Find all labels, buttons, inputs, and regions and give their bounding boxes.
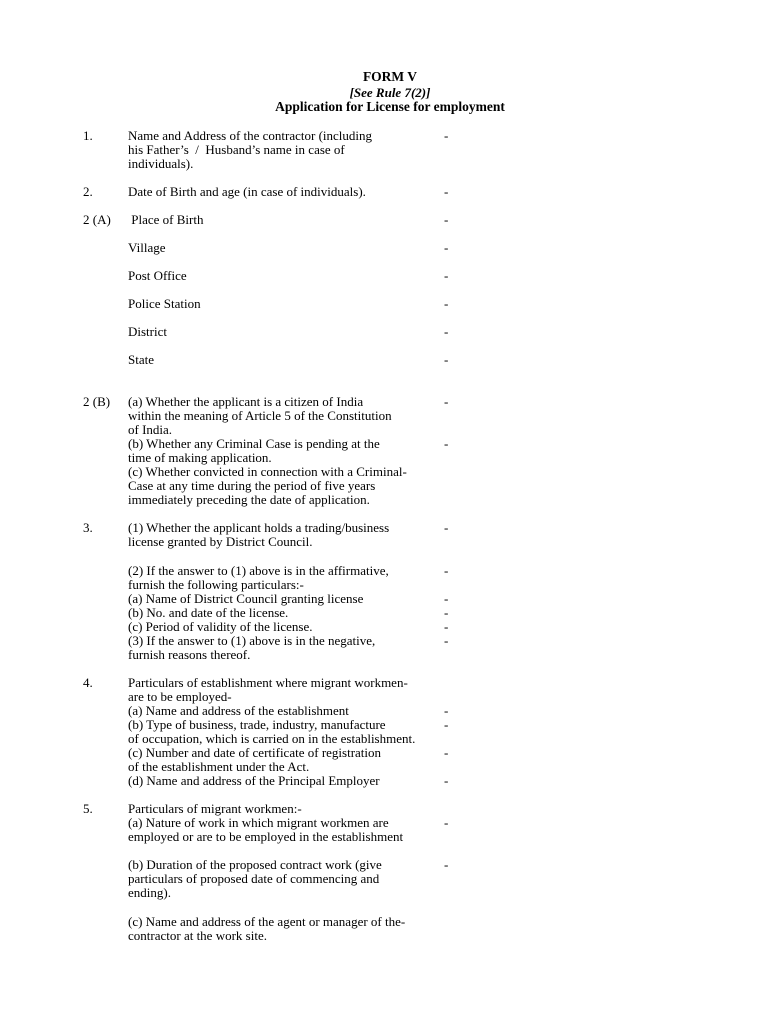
item-text: Date of Birth and age (in case of individuals). — [128, 184, 366, 199]
item-text: Particulars of migrant workmen:- — [128, 801, 302, 816]
answer-dash: - — [444, 773, 449, 788]
answer-dash: - — [444, 633, 449, 648]
item-text: Village — [128, 240, 166, 255]
answer-dash: - — [444, 717, 449, 732]
answer-dash: - — [444, 745, 449, 760]
item-text: his Father’s / Husband’s name in case of — [128, 142, 345, 157]
answer-dash: - — [444, 324, 449, 339]
answer-dash: - — [444, 394, 449, 409]
item-text: District — [128, 324, 167, 339]
item-text: ending). — [128, 885, 171, 900]
item-text: particulars of proposed date of commencing and — [128, 871, 380, 886]
answer-dash: - — [444, 563, 449, 578]
rule-reference: [See Rule 7(2)] — [349, 85, 431, 100]
answer-dash: - — [444, 619, 449, 634]
answer-dash: - — [444, 296, 449, 311]
item-number: 2. — [83, 184, 93, 199]
item-text: (b) Type of business, trade, industry, manufacture — [128, 717, 386, 732]
item-text: Particulars of establishment where migrant workmen- — [128, 675, 408, 690]
answer-dash: - — [444, 591, 449, 606]
item-text: (a) Name of District Council granting license — [128, 591, 364, 606]
answer-dash: - — [444, 703, 449, 718]
item-number: 2 (B) — [83, 394, 111, 409]
answer-dash: - — [444, 857, 449, 872]
item-text: (c) Period of validity of the license. — [128, 619, 313, 634]
item-text: (b) No. and date of the license. — [128, 605, 289, 620]
item-text: (b) Duration of the proposed contract work (give — [128, 857, 382, 872]
item-text: individuals). — [128, 156, 194, 171]
item-text: (2) If the answer to (1) above is in the affirmative, — [128, 563, 389, 578]
item-text: Place of Birth — [128, 212, 204, 227]
item-text: (b) Whether any Criminal Case is pending at the — [128, 436, 380, 451]
item-text: State — [128, 352, 154, 367]
item-number: 1. — [83, 128, 93, 143]
form-title: FORM V — [362, 69, 418, 84]
item-text: (1) Whether the applicant holds a trading/business — [128, 520, 390, 535]
item-text: are to be employed- — [128, 689, 232, 704]
item-text: (a) Whether the applicant is a citizen of India — [128, 394, 364, 409]
answer-dash: - — [444, 268, 449, 283]
answer-dash: - — [444, 128, 449, 143]
item-text: (a) Name and address of the establishment — [128, 703, 349, 718]
answer-dash: - — [444, 240, 449, 255]
form-subtitle: Application for License for employment — [275, 99, 505, 114]
answer-dash: - — [444, 352, 449, 367]
item-text: (c) Number and date of certificate of registration — [128, 745, 382, 760]
answer-dash: - — [444, 212, 449, 227]
item-text: Name and Address of the contractor (including — [128, 128, 373, 143]
item-text: Post Office — [128, 268, 187, 283]
item-text: of India. — [128, 422, 173, 437]
answer-dash: - — [444, 184, 449, 199]
item-number: 2 (A) — [83, 212, 111, 227]
item-text: contractor at the work site. — [128, 928, 267, 943]
item-text: of occupation, which is carried on in the establishment. — [128, 731, 416, 746]
answer-dash: - — [444, 605, 449, 620]
item-text: (d) Name and address of the Principal Employer — [128, 773, 380, 788]
item-text: employed or are to be employed in the establishment — [128, 829, 404, 844]
item-text: within the meaning of Article 5 of the Constitution — [128, 408, 392, 423]
item-text: time of making application. — [128, 450, 272, 465]
item-text: Case at any time during the period of five years — [128, 478, 376, 493]
item-text: (c) Whether convicted in connection with a Criminal- — [128, 464, 407, 479]
item-text: of the establishment under the Act. — [128, 759, 310, 774]
item-text: Police Station — [128, 296, 201, 311]
item-number: 4. — [83, 675, 93, 690]
item-number: 5. — [83, 801, 93, 816]
item-text: furnish reasons thereof. — [128, 647, 251, 662]
item-text: license granted by District Council. — [128, 534, 313, 549]
answer-dash: - — [444, 436, 449, 451]
answer-dash: - — [444, 815, 449, 830]
item-text: (c) Name and address of the agent or manager of the- — [128, 914, 406, 929]
item-text: immediately preceding the date of application. — [128, 492, 370, 507]
item-text: (a) Nature of work in which migrant workmen are — [128, 815, 389, 830]
item-number: 3. — [83, 520, 93, 535]
answer-dash: - — [444, 520, 449, 535]
item-text: furnish the following particulars:- — [128, 577, 304, 592]
item-text: (3) If the answer to (1) above is in the negative, — [128, 633, 376, 648]
